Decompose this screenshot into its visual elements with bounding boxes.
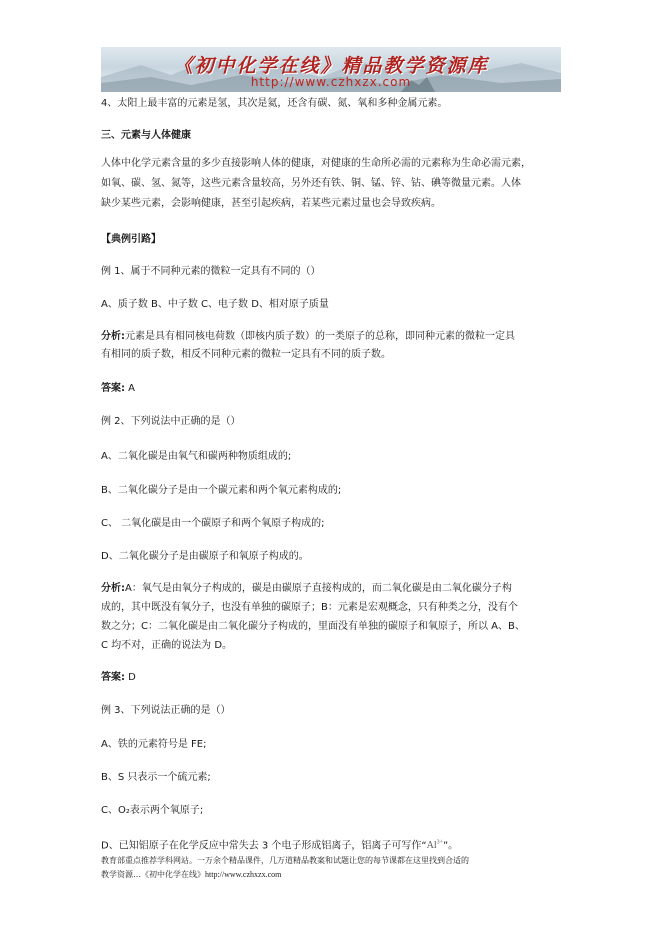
footer-line-2: 教学资源…《初中化学在线》http://www.czhxzx.com [101,870,282,879]
question-2-option-c: C、 二氧化碳是由一个碳原子和两个氧原子构成的; [101,518,325,529]
banner-title: 《初中化学在线》精品教学资源库 [173,55,489,77]
question-3-option-a: A、铁的元素符号是 FE; [101,739,207,750]
question-3-option-d: D、已知铝原子在化学反应中常失去 3 个电子形成铝离子，铝离子可写作“$Al^{3+}$”。 [101,840,459,852]
footer-link[interactable]: http://www.czhxzx.com [205,870,282,879]
analysis-2-cont: C 均不对，正确的说法为 D。 [101,640,233,651]
answer-1: 答案: A [101,383,136,394]
paragraph: 人体中化学元素含量的多少直接影响人体的健康，对健康的生命所必需的元素称为生命必需元素， [101,158,531,169]
analysis-2-cont: 数之分；C：二氧化碳是由二氧化碳分子构成的，里面没有单独的碳原子和氧原子，所以 A、B、 [101,621,525,632]
analysis-1: 分析:元素是具有相同核电荷数（即核内质子数）的一类原子的总称，即同种元素的微粒一定具 [101,331,515,342]
header-banner [101,47,561,92]
section-heading: 三、元素与人体健康 [101,130,191,141]
answer-label: 答案: [101,672,125,683]
paragraph: 如氧、碳、氢、氮等，这些元素含量较高，另外还有铁、铜、锰、锌、钴、碘等微量元素。人体 [101,178,521,189]
question-1: 例 1、属于不同种元素的微粒一定具有不同的（） [101,266,321,277]
answer-2: 答案: D [101,672,136,683]
aluminum-ion-formula: $Al^{3+}$ [426,840,443,852]
analysis-2-cont: 成的，其中既没有氧分子，也没有单独的碳原子；B：元素是宏观概念，只有种类之分，没有个 [101,602,518,613]
analysis-1-cont: 有相同的质子数，相反不同种元素的微粒一定具有不同的质子数。 [101,349,391,360]
footer-line-1: 教育部重点推荐学科网站。一万余个精品课件，几万道精品教案和试题让您的每节课都在这里找到合适的 [101,856,469,865]
question-2-option-a: A、二氧化碳是由氧气和碳两种物质组成的; [101,451,292,462]
question-3-option-b: B、S 只表示一个硫元素; [101,772,211,783]
question-2-option-b: B、二氧化碳分子是由一个碳元素和两个氧元素构成的; [101,485,342,496]
analysis-label: 分析: [101,331,125,342]
analysis-label: 分析: [101,583,125,594]
banner-url[interactable]: http://www.czhxzx.com [250,75,412,89]
question-3: 例 3、下列说法正确的是（） [101,705,231,716]
question-2: 例 2、下列说法中正确的是（） [101,416,241,427]
answer-label: 答案: [101,383,125,394]
analysis-2: 分析:A：氧气是由氧分子构成的，碳是由碳原子直接构成的，而二氧化碳是由二氧化碳分子构 [101,583,512,594]
question-2-option-d: D、二氧化碳分子是由碳原子和氧原子构成的。 [101,551,309,562]
paragraph: 缺少某些元素，会影响健康，甚至引起疾病，若某些元素过量也会导致疾病。 [101,198,441,209]
question-1-options: A、质子数 B、中子数 C、电子数 D、相对原子质量 [101,299,329,310]
question-3-option-c: C、O₂表示两个氧原子; [101,805,204,816]
paragraph: 4、太阳上最丰富的元素是氢，其次是氦，还含有碳、氮、氧和多种金属元素。 [101,98,448,109]
section-heading: 【典例引路】 [101,234,161,245]
